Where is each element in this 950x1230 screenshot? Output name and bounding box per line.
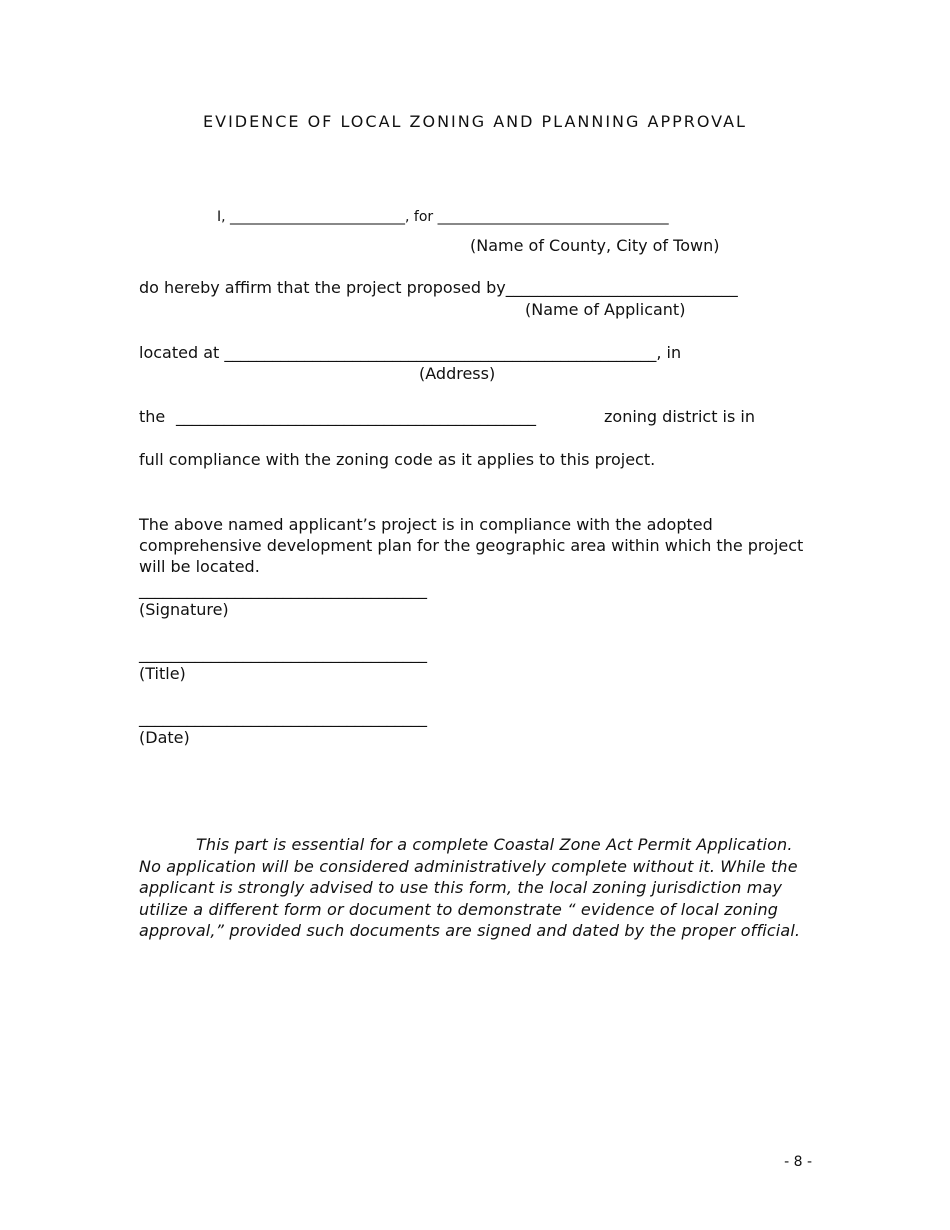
district-blank: _____________________________________________ bbox=[176, 407, 536, 426]
district-line-suffix: zoning district is in bbox=[604, 407, 755, 426]
signature-line: ____________________________________ bbox=[139, 580, 427, 599]
instruction-note: This part is essential for a complete Coastal Zone Act Permit Application. No application will be considered administratively complete without it. While the applicant is strongly advised to use this form, the local zoning jurisdiction may utilize a different form or document to demonstrate “ evidence of local zoning approval,” provided such documents are signed and dated by the proper official. bbox=[139, 835, 801, 940]
district-line-prefix: the bbox=[139, 407, 166, 426]
compliance-paragraph: The above named applicant’s project is in compliance with the adopted comprehensive development plan for the geographic area within which the project will be located. bbox=[139, 515, 804, 576]
county-label: (Name of County, City of Town) bbox=[470, 236, 720, 255]
page-number: - 8 - bbox=[784, 1154, 812, 1170]
title-label: (Title) bbox=[139, 664, 186, 683]
date-line: ____________________________________ bbox=[139, 708, 427, 727]
title-line: ____________________________________ bbox=[139, 644, 427, 663]
address-label: (Address) bbox=[419, 364, 496, 383]
applicant-line: do hereby affirm that the project proposed by_____________________________ bbox=[139, 278, 738, 297]
name-jurisdiction-line: I, _________________________, for _________________________________ bbox=[217, 209, 669, 225]
compliance-line: full compliance with the zoning code as it applies to this project. bbox=[139, 450, 656, 469]
address-line: located at ______________________________________________________, in bbox=[139, 343, 682, 362]
date-label: (Date) bbox=[139, 728, 190, 747]
document-title: EVIDENCE OF LOCAL ZONING AND PLANNING APPROVAL bbox=[203, 112, 747, 131]
applicant-label: (Name of Applicant) bbox=[525, 300, 686, 319]
signature-label: (Signature) bbox=[139, 600, 229, 619]
